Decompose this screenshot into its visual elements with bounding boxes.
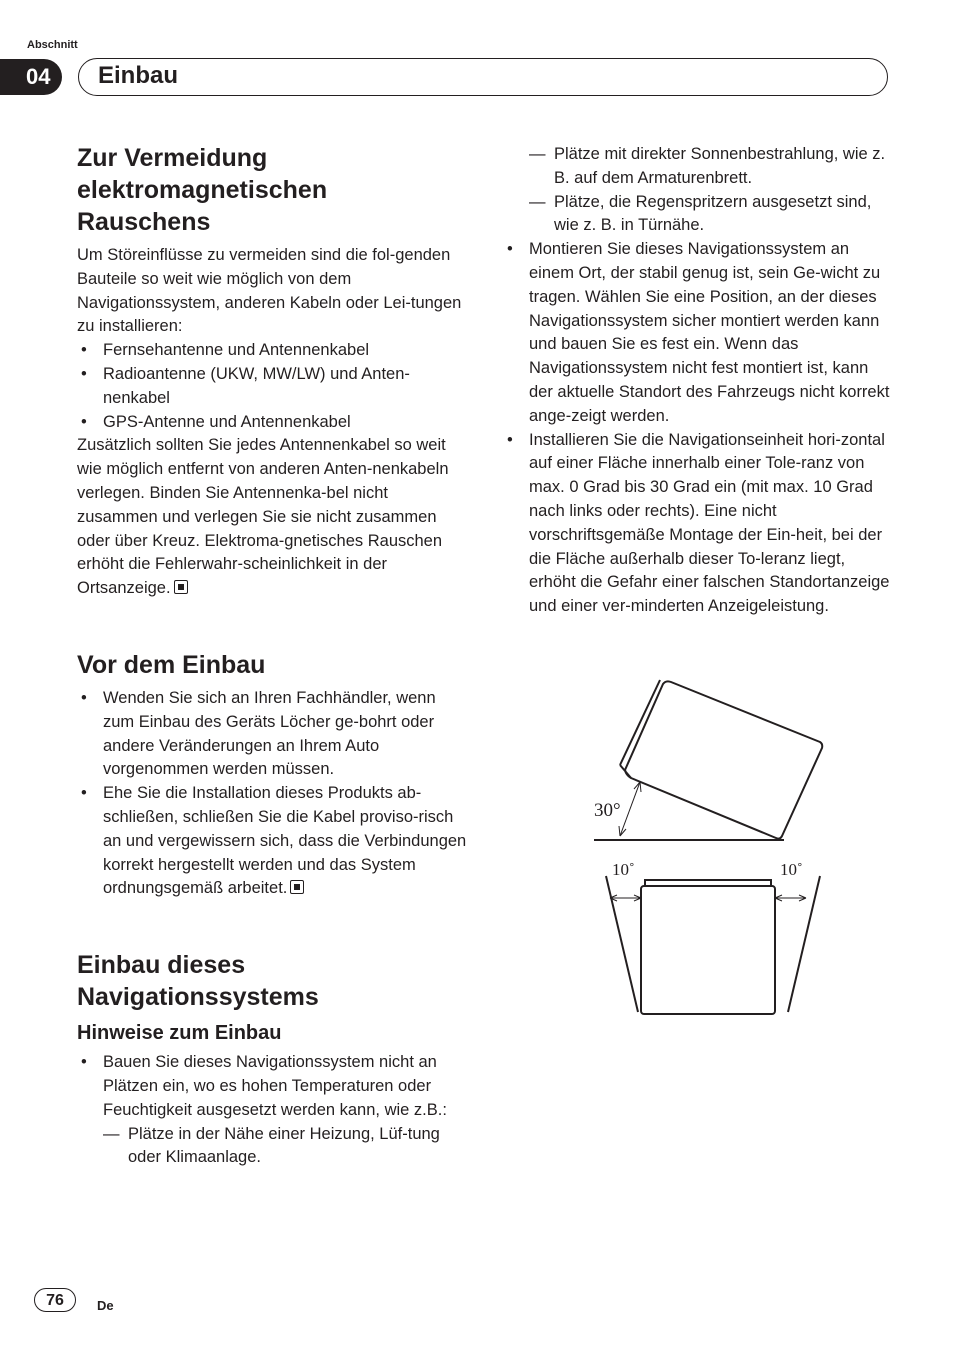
- section-title-bar: [78, 58, 888, 96]
- right-column: [503, 143, 893, 619]
- list-item: [77, 782, 467, 901]
- list-item: • Montieren Sie dieses Navigationssystem an einem Ort, der stabil genug ist, sein Ge-wicht zu tragen. Wählen Sie eine Position, an der dieses Navigationssystem sicher montiert werden kann und bauen Sie es fest ein. Wenn das Navigationssystem nicht fest montiert ist, kann der aktuelle Standort des Fahrzeugs nicht korrekt ange-zeigt werden.: [503, 238, 893, 428]
- list-item: • Bauen Sie dieses Navigationssystem nicht an Plätzen ein, wo es hohen Temperaturen oder Feuchtigkeit ausgesetzt werden kann, wie z.B.:: [77, 1051, 467, 1122]
- tolerance-line-right: [788, 876, 820, 1012]
- end-mark-icon: [290, 880, 304, 894]
- list-item: • Installieren Sie die Navigationseinheit hori-zontal auf einer Fläche innerhalb einer Tole-ranz von max. 0 Grad bis 30 Grad ein (mit max. 10 Grad nach links oder rechts). Eine nicht vorschriftsgemäße Montage der Ein-heit, bei der die Fläche außerhalb dieser To-leranz liegt, erhöht die Gefahr einer falschen Standortanzeige und einer ver-minderten Anzeigeleistung.: [503, 429, 893, 619]
- end-mark-icon: [174, 580, 188, 594]
- angle-label-left: 10˚: [612, 860, 635, 879]
- angle-arrow: [620, 782, 640, 836]
- mounting-angle-diagram: [590, 672, 840, 1022]
- dash-item: — Plätze mit direkter Sonnenbestrahlung, wie z. B. auf dem Armaturenbrett.: [503, 143, 893, 191]
- noise-list: [77, 339, 467, 434]
- install-notes-list: [77, 1051, 467, 1170]
- front-unit: [641, 886, 775, 1014]
- section-label: Abschnitt: [27, 39, 78, 51]
- noise-intro: Um Störeinflüsse zu vermeiden sind die fol-genden Bauteile so weit wie möglich von dem Navigationssystem, anderen Kabeln oder Lei-tungen zu installieren:: [77, 246, 462, 336]
- tolerance-line-left: [606, 876, 638, 1012]
- noise-paragraph: [77, 434, 467, 601]
- angle-label-right: 10˚: [780, 860, 803, 879]
- angle-label-30: 30°: [594, 800, 621, 821]
- before-install-list: [77, 687, 467, 901]
- list-item: • Radioantenne (UKW, MW/LW) und Anten-nenkabel: [77, 363, 467, 411]
- dash-item: — Plätze in der Nähe einer Heizung, Lüf-tung oder Klimaanlage.: [77, 1123, 467, 1171]
- angle-arrow: [775, 895, 806, 901]
- subheading-install-notes: Hinweise zum Einbau: [77, 1022, 282, 1045]
- page-number: 76: [34, 1288, 76, 1312]
- tilted-unit: [620, 680, 822, 839]
- heading-before-install: Vor dem Einbau: [77, 650, 266, 679]
- noise-paragraph-text: Zusätzlich sollten Sie jedes Antennenkabel so weit wie möglich entfernt von anderen Anten-nenkabeln verlegen. Binden Sie Antennenka-bel nicht zusammen und verlegen Sie sie nicht zusammen oder über Kreuz. Elektroma-gnetisches Rauschen erhöht die Fehlerwahr-scheinlichkeit in der Ortsanzeige.: [77, 436, 449, 598]
- heading-noise: Zur Vermeidung elektromagnetischen Rauschens: [77, 144, 328, 236]
- list-item: • GPS-Antenne und Antennenkabel: [77, 411, 467, 435]
- dash-item: — Plätze, die Regenspritzern ausgesetzt sind, wie z. B. in Türnähe.: [503, 191, 893, 239]
- list-item: • Wenden Sie sich an Ihren Fachhändler, wenn zum Einbau des Geräts Löcher ge-bohrt oder andere Veränderungen an Ihrem Auto vorgenommen werden müssen.: [77, 687, 467, 782]
- list-item: • Fernsehantenne und Antennenkabel: [77, 339, 467, 363]
- section-title: Einbau: [98, 62, 179, 89]
- language-code: De: [97, 1298, 114, 1313]
- list-item-text: Ehe Sie die Installation dieses Produkts ab-schließen, schließen Sie die Kabel proviso-risch an und vergewissern sich, dass die Verbindungen korrekt hergestellt werden und das System ordnungsgemäß arbeitet.: [103, 784, 467, 898]
- install-notes-continued: [503, 143, 893, 619]
- section-number: 04: [0, 59, 62, 95]
- heading-installation: Einbau dieses Navigationssystems: [77, 951, 319, 1012]
- left-column: [77, 142, 467, 1170]
- angle-arrow: [610, 895, 641, 901]
